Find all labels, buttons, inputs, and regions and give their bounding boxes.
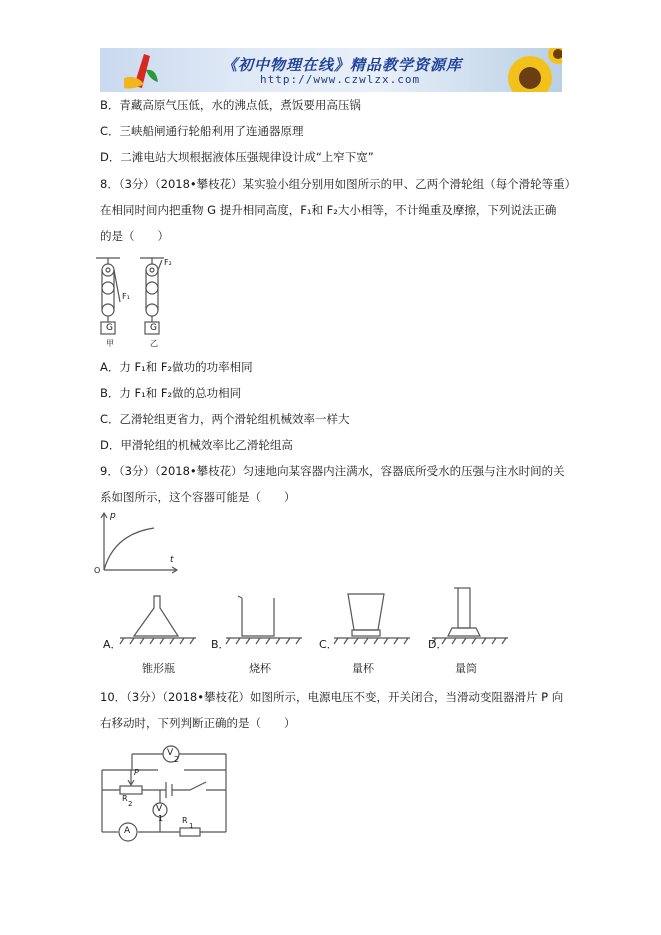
weight-label-a: G (106, 323, 113, 333)
banner-title: 《初中物理在线》精品教学资源库 (222, 56, 463, 74)
pressure-time-graph (100, 512, 180, 572)
q9-stem-line2: 系如图所示，这个容器可能是（ ） (100, 490, 296, 504)
q8-stem-line1: 8．（3分）（2018•攀枝花）某实验小组分别用如图所示的甲、乙两个滑轮组（每个滑轮等重） (100, 177, 577, 191)
graph-xlabel: t (170, 555, 174, 565)
weight-label-b: G (150, 323, 157, 333)
r1-subscript: 1 (189, 822, 194, 830)
v2-subscript: 2 (174, 755, 180, 764)
v1-symbol: V (156, 804, 163, 814)
v1-subscript: 1 (158, 814, 164, 823)
q7-option-d: D．二滩电站大坝根据液体压强规律设计成“上窄下宽” (100, 150, 374, 164)
sunflower-icon (490, 48, 562, 92)
q8-option-d: D．甲滑轮组的机械效率比乙滑轮组高 (100, 438, 293, 452)
q8-option-c: C．乙滑轮组更省力，两个滑轮组机械效率一样大 (100, 412, 350, 426)
q9-stem-line1: 9．（3分）（2018•攀枝花）匀速地向某容器内注满水，容器底所受水的压强与注水时间的关 (100, 464, 565, 478)
q8-stem-line2: 在相同时间内把重物 G 提升相同高度，F₁和 F₂大小相等，不计绳重及摩擦，下列说法正确 (100, 203, 557, 217)
r2-label: R (122, 794, 128, 803)
container-beaker (226, 590, 306, 650)
force-label-b: F₂ (164, 258, 172, 267)
container-letter-b: B． (211, 638, 230, 651)
banner-url: http://www.czwlzx.com (260, 73, 421, 86)
caption-yi: 乙 (150, 339, 158, 348)
graph-ylabel: p (110, 511, 116, 521)
container-letter-a: A． (103, 638, 122, 651)
q10-stem-line2: 右移动时，下列判断正确的是（ ） (100, 716, 296, 730)
container-name-a: 锥形瓶 (142, 662, 175, 675)
q7-option-b: B．青藏高原气压低，水的沸点低，煮饭要用高压锅 (100, 98, 361, 112)
q8-option-a: A．力 F₁和 F₂做功的功率相同 (100, 360, 253, 374)
container-letter-c: C． (319, 638, 338, 651)
container-name-d: 量筒 (455, 662, 477, 675)
circuit-diagram (100, 744, 230, 844)
q7-option-c: C．三峡船闸通行轮船利用了连通器原理 (100, 124, 304, 138)
logo-icon (122, 48, 162, 92)
container-letter-d: D． (428, 638, 448, 651)
container-conical-flask (120, 590, 200, 650)
q10-stem-line1: 10．（3分）（2018•攀枝花）如图所示，电源电压不变，开关闭合，当滑动变阻器滑片 P 向 (100, 690, 564, 704)
container-name-b: 烧杯 (249, 662, 271, 675)
ammeter-symbol: A (124, 826, 131, 836)
slider-label: P (134, 768, 139, 777)
q8-option-b: B．力 F₁和 F₂做的总功相同 (100, 386, 242, 400)
force-label-a: F₁ (122, 292, 130, 301)
r1-label: R (182, 816, 188, 825)
container-measuring-cup (334, 590, 414, 650)
graph-origin: O (94, 566, 101, 575)
q8-stem-line3: 的是（ ） (100, 229, 169, 243)
container-name-c: 量杯 (352, 662, 374, 675)
r2-subscript: 2 (128, 800, 133, 808)
header-banner (100, 48, 562, 92)
v2-symbol: V (167, 748, 174, 758)
caption-jia: 甲 (106, 339, 114, 348)
